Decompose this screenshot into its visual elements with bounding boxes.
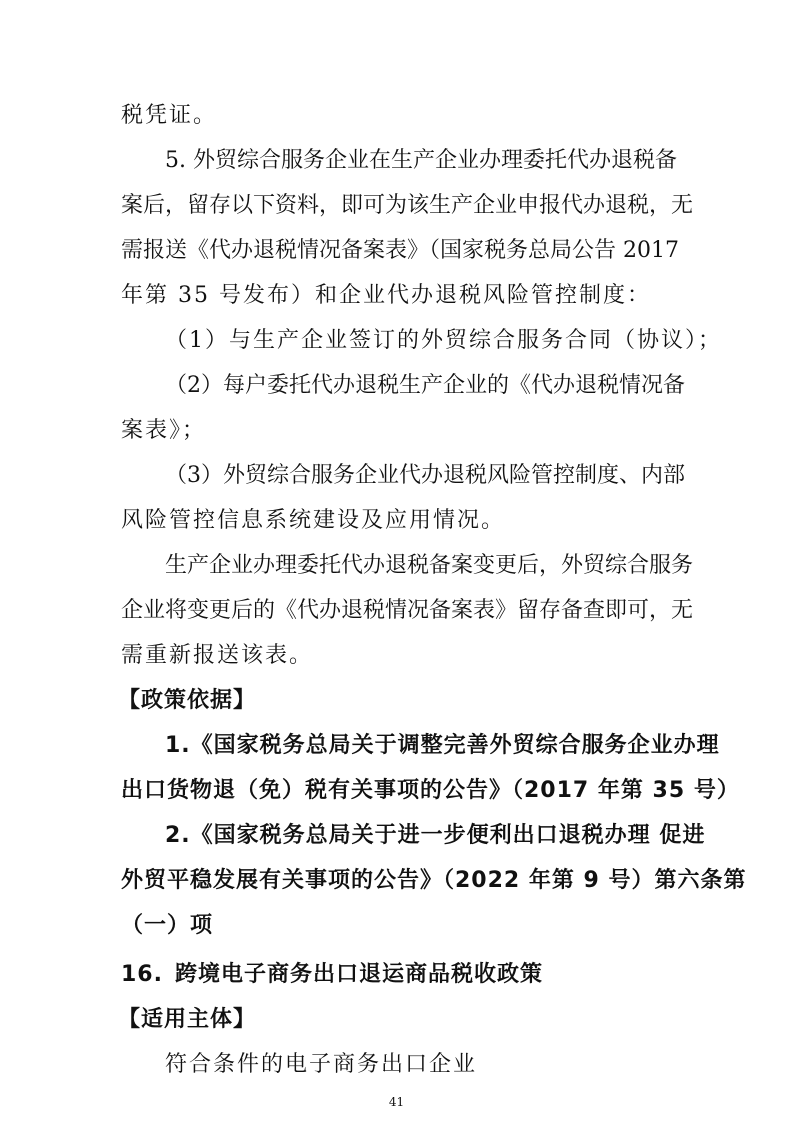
policy-line: 2.《国家税务总局关于进一步便利出口退税办理 促进 bbox=[165, 823, 706, 848]
page-number: 41 bbox=[388, 1095, 405, 1109]
text-line: 风险管控信息系统建设及应用情况。 bbox=[121, 508, 506, 533]
text-line: 5. 外贸综合服务企业在生产企业办理委托代办退税备 bbox=[165, 148, 677, 173]
text-line: 企业将变更后的《代办退税情况备案表》留存备查即可，无 bbox=[121, 598, 694, 623]
section-title: 跨境电子商务出口退运商品税收政策 bbox=[175, 962, 544, 987]
text-line: 年第 35 号发布）和企业代办退税风险管控制度： bbox=[121, 283, 651, 308]
text-line: 需重新报送该表。 bbox=[121, 643, 314, 668]
policy-line: 外贸平稳发展有关事项的公告》（2022 年第 9 号）第六条第 bbox=[121, 868, 747, 893]
text-line: 生产企业办理委托代办退税备案变更后，外贸综合服务 bbox=[165, 553, 694, 578]
policy-heading: 【政策依据】 bbox=[118, 688, 257, 713]
policy-line: 出口货物退（免）税有关事项的公告》（2017 年第 35 号） bbox=[121, 778, 740, 803]
text-line: （1）与生产企业签订的外贸综合服务合同（协议）； bbox=[165, 328, 722, 353]
policy-line: （一）项 bbox=[121, 913, 214, 938]
text-line: （2）每户委托代办退税生产企业的《代办退税情况备 bbox=[165, 373, 685, 398]
text-line: 案表》； bbox=[121, 418, 207, 443]
text-line: 案后，留存以下资料，即可为该生产企业申报代办退税，无 bbox=[121, 193, 694, 218]
text-line: 需报送《代办退税情况备案表》（国家税务总局公告 2017 bbox=[121, 238, 679, 263]
subject-heading: 【适用主体】 bbox=[118, 1007, 257, 1032]
text-line: （3）外贸综合服务企业代办退税风险管控制度、内部 bbox=[165, 463, 685, 488]
subject-text: 符合条件的电子商务出口企业 bbox=[165, 1052, 478, 1077]
text-line: 税凭证。 bbox=[121, 103, 218, 128]
policy-line: 1.《国家税务总局关于调整完善外贸综合服务企业办理 bbox=[165, 733, 720, 758]
section-number: 16. bbox=[121, 962, 163, 987]
